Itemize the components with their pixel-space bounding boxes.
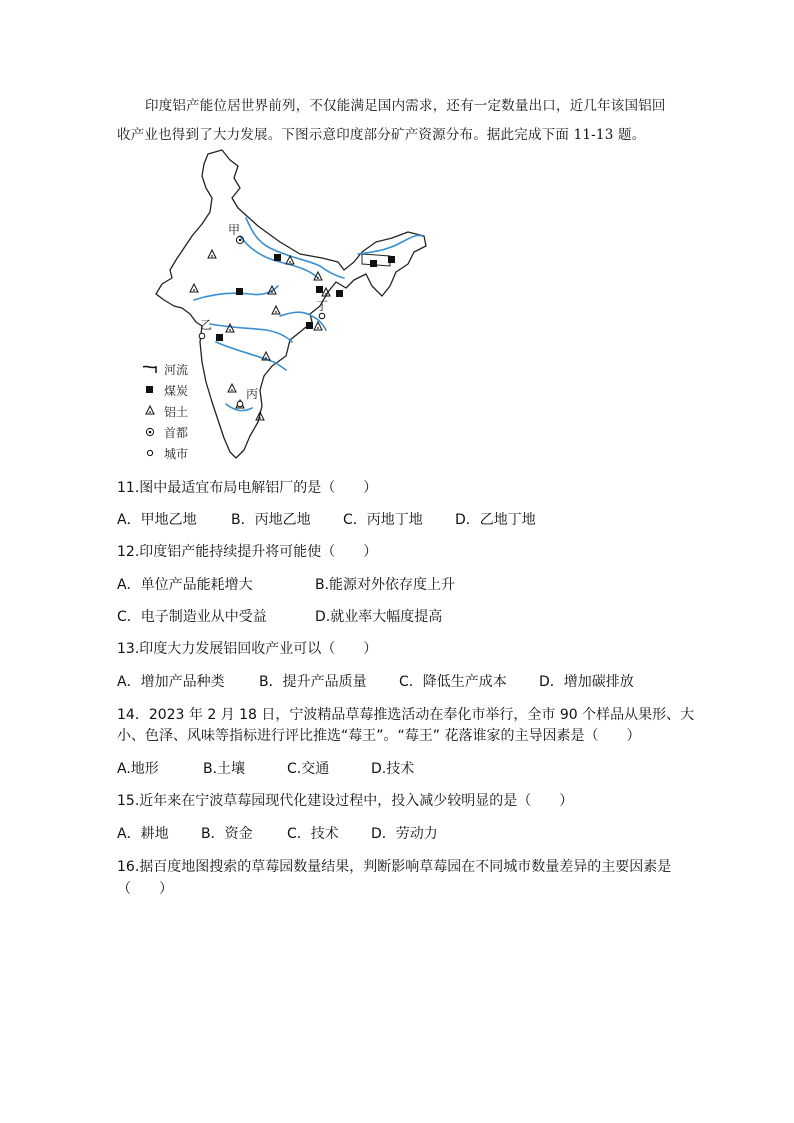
q15-option-a[interactable]: A．耕地 [117,826,169,842]
q14-option-d[interactable]: D.技术 [371,761,415,777]
question-15-stem: 15.近年来在宁波草莓园现代化建设过程中，投入减少较明显的是（ ） [117,793,574,809]
question-12-options-row2 [117,607,442,627]
question-14-stem-line-2: 小、色泽、风味等指标进行评比推选“莓王”。“莓王” 花落谁家的主导因素是（ ） [117,728,641,744]
question-14-stem-line-1: 14．2023 年 2 月 18 日，宁波精品草莓推选活动在奉化市举行，全市 90 个样品从果形、大 [117,707,695,723]
intro-paragraph [117,92,677,150]
city-legend-icon [147,450,152,455]
city-marker-yi [199,333,205,339]
river-ganges [246,218,344,278]
question-12-options-row1 [117,575,455,595]
q11-option-c[interactable]: C．丙地丁地 [343,512,423,528]
question-16-stem-line-1: 16.据百度地图搜索的草莓园数量结果，判断影响草莓园在不同城市数量差异的主要因素是 [117,859,672,875]
q13-option-b[interactable]: B．提升产品质量 [259,674,367,690]
intro-line-1: 印度铝产能位居世界前列，不仅能满足国内需求，还有一定数量出口，近几年该国铝回 [145,98,666,114]
coal-marker [388,256,395,263]
question-16-stem-line-2: （ ） [117,881,173,897]
q15-option-d[interactable]: D．劳动力 [371,826,438,842]
label-ding: 丁 [316,299,329,313]
map-legend [143,362,188,461]
q15-option-b[interactable]: B．资金 [201,826,253,842]
coal-marker [236,288,243,295]
coal-marker [306,322,313,329]
q14-option-b[interactable]: B.土壤 [203,761,246,777]
coal-marker [370,260,377,267]
q13-option-a[interactable]: A．增加产品种类 [117,674,225,690]
q15-option-c[interactable]: C．技术 [287,826,339,842]
q13-option-c[interactable]: C．降低生产成本 [399,674,507,690]
question-14-options [117,759,414,779]
india-mineral-map [140,146,440,464]
legend-river: 河流 [164,363,189,377]
coal-marker [216,334,223,341]
india-outline [156,150,426,458]
coal-legend-icon [146,386,153,393]
river-network [194,218,422,411]
coal-marker [336,290,343,297]
q14-option-a[interactable]: A.地形 [117,761,159,777]
q11-option-a[interactable]: A．甲地乙地 [117,512,197,528]
coal-marker [316,286,323,293]
question-11-stem: 11.图中最适宜布局电解铝厂的是（ ） [117,480,378,496]
question-11-options [117,510,536,530]
coal-marker [274,254,281,261]
label-yi: 乙 [200,318,213,332]
intro-line-2: 收产业也得到了大力发展。下图示意印度部分矿产资源分布。据此完成下面 11-13 题。 [117,127,646,143]
q12-option-b[interactable]: B.能源对外依存度上升 [315,577,456,593]
q13-option-d[interactable]: D．增加碳排放 [539,674,634,690]
question-13-options [117,672,634,692]
question-15-options [117,824,438,844]
q11-option-b[interactable]: B．丙地乙地 [231,512,311,528]
river-krishna [216,342,286,370]
question-13-stem: 13.印度大力发展铝回收产业可以（ ） [117,641,378,657]
legend-bauxite: 铝土 [164,405,189,419]
q14-option-c[interactable]: C.交通 [287,761,330,777]
legend-city: 城市 [164,447,189,461]
city-marker-ding [319,313,325,319]
q11-option-d[interactable]: D．乙地丁地 [455,512,536,528]
river-legend-icon [143,366,156,373]
label-jia: 甲 [228,223,241,237]
question-12-stem: 12.印度铝产能持续提升将可能使（ ） [117,544,378,560]
label-bing: 丙 [246,387,259,401]
q12-option-c[interactable]: C．电子制造业从中受益 [117,609,267,625]
city-marker-bing [237,401,243,407]
q12-option-d[interactable]: D.就业率大幅度提高 [315,609,443,625]
legend-coal: 煤炭 [164,384,189,398]
q12-option-a[interactable]: A．单位产品能耗增大 [117,577,253,593]
legend-capital: 首都 [164,426,189,440]
